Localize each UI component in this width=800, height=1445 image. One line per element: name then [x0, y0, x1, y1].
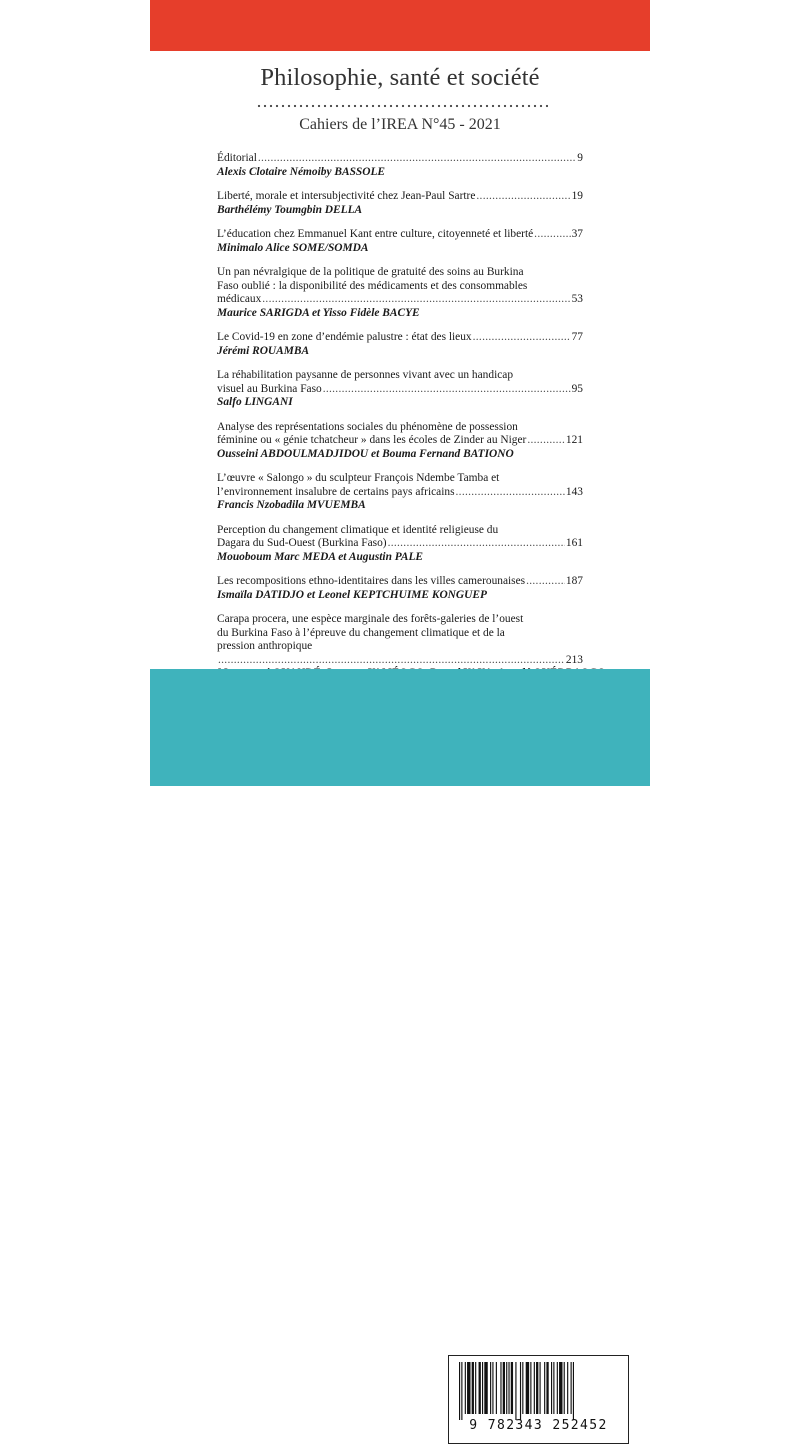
toc-entry-title-last-line: [217, 575, 583, 589]
toc-entry: [217, 472, 583, 513]
barcode-bar: [515, 1362, 516, 1420]
toc-dot-leader: [258, 152, 576, 166]
toc-entry-title: L’éducation chez Emmanuel Kant entre culture, citoyenneté et liberté: [217, 228, 534, 240]
toc-entry-title: féminine ou « génie tchatcheur » dans les écoles de Zinder au Niger: [217, 434, 527, 446]
toc-entry-title-last-line: [217, 383, 583, 397]
toc-entry: [217, 524, 583, 565]
barcode-bar: [530, 1362, 531, 1414]
toc-entry: [217, 266, 583, 320]
book-title: Philosophie, santé et société: [260, 64, 540, 91]
bottom-color-band: [150, 669, 650, 1444]
toc-dot-leader: [262, 293, 570, 307]
toc-entry-author: Ousseini ABDOULMADJIDOU et Bouma Fernand BATIONO: [217, 447, 514, 460]
toc-entry-title-line: Un pan névralgique de la politique de gratuité des soins au Burkina: [217, 266, 524, 278]
toc-entry-title-line: L’œuvre « Salongo » du sculpteur François Ndembe Tamba et: [217, 472, 500, 484]
toc-entry-author: Mouoboum Marc MEDA et Augustin PALE: [217, 550, 424, 563]
toc-page-number: 19: [571, 190, 583, 202]
book-back-cover: [150, 0, 650, 1444]
barcode-bar: [559, 1362, 562, 1414]
toc-entry-title-last-line: [217, 654, 583, 668]
toc-entry-title-last-line: [217, 537, 583, 551]
toc-page-number: 161: [565, 537, 583, 549]
toc-entry: [217, 228, 583, 255]
barcode-bar: [551, 1362, 552, 1414]
toc-entry-title: Liberté, morale et intersubjectivité chez Jean-Paul Sartre: [217, 190, 476, 202]
toc-page-number: 121: [565, 434, 583, 446]
toc-entry-title-line: La réhabilitation paysanne de personnes vivant avec un handicap: [217, 369, 514, 381]
toc-entry-title: Éditorial: [217, 152, 257, 164]
barcode-bar: [500, 1362, 501, 1414]
barcode-bar: [496, 1362, 497, 1414]
toc-page-number: 143: [565, 485, 583, 498]
toc-dot-leader: [534, 228, 570, 242]
barcode-bar: [571, 1362, 572, 1414]
toc-page-number: 77: [571, 331, 583, 343]
barcode-bar: [564, 1362, 565, 1414]
barcode-digits: 9 782343 252452: [469, 1418, 608, 1433]
toc-entry-title: Dagara du Sud-Ouest (Burkina Faso): [217, 537, 387, 549]
barcode-bar: [459, 1362, 460, 1420]
barcode-bar: [467, 1362, 470, 1414]
toc-dot-leader: [456, 486, 565, 500]
price-text: 25 €: [226, 1429, 249, 1444]
barcode-bar: [482, 1362, 483, 1414]
barcode-bar: [472, 1362, 474, 1414]
toc-dot-leader: [388, 537, 565, 551]
toc-entry-title-last-line: [217, 293, 583, 307]
toc-entry-title-line: Perception du changement climatique et identité religieuse du: [217, 523, 499, 536]
barcode-bar: [544, 1362, 545, 1414]
toc-entry-author: Jérémi ROUAMBA: [217, 344, 310, 357]
book-subtitle: Cahiers de l’IREA N°45 - 2021: [299, 116, 501, 133]
toc-entry-title: Les recompositions ethno-identitaires dans les villes camerounaises: [217, 575, 526, 587]
barcode-bar: [534, 1362, 535, 1414]
toc-entry-title: visuel au Burkina Faso: [217, 382, 322, 395]
barcode: [448, 1355, 629, 1444]
barcode-bar: [553, 1362, 554, 1414]
barcode-bar: [465, 1362, 466, 1414]
toc-dot-leader: [218, 654, 565, 668]
toc-entry-title-last-line: [217, 152, 583, 166]
barcode-bar: [522, 1362, 523, 1414]
barcode-bar: [461, 1362, 462, 1420]
toc-dot-leader: [527, 434, 565, 448]
toc-page-number: 213: [565, 653, 583, 666]
toc-page-number: 53: [571, 293, 583, 305]
toc-entry-title-last-line: [217, 331, 583, 345]
isbn-text: ISBN : 978-2-343-25245-2: [226, 1410, 352, 1422]
toc-entry-author: Minimalo Alice SOME/SOMDA: [217, 241, 369, 254]
toc-dot-leader: [323, 383, 571, 397]
barcode-bar: [520, 1362, 521, 1420]
toc-entry-author: Ismaïla DATIDJO et Leonel KEPTCHUIME KONGUEP: [217, 588, 487, 601]
toc-entry-title-line: du Burkina Faso à l’épreuve du changement climatique et de la: [217, 626, 505, 639]
toc-page-number: 95: [571, 382, 583, 395]
toc-dot-leader: [526, 575, 565, 589]
barcode-bar: [546, 1362, 548, 1414]
barcode-bar: [511, 1362, 513, 1414]
barcode-bar: [567, 1362, 568, 1414]
barcode-bar: [475, 1362, 476, 1414]
toc-entry-title-line: Analyse des représentations sociales du phénomène de possession: [217, 420, 518, 433]
toc-entry: [217, 575, 583, 602]
table-of-contents: [217, 152, 583, 705]
toc-page-number: 37: [571, 228, 583, 240]
barcode-bar: [557, 1362, 558, 1414]
barcode-bar: [479, 1362, 481, 1414]
toc-dot-leader: [473, 331, 571, 345]
toc-dot-leader: [476, 190, 570, 204]
barcode-bar: [492, 1362, 493, 1414]
toc-entry-title: médicaux: [217, 293, 262, 305]
barcode-bars: [459, 1362, 617, 1420]
barcode-bar: [540, 1362, 541, 1414]
toc-entry-title-last-line: [217, 486, 583, 500]
toc-entry-author: Francis Nzobadila MVUEMBA: [217, 499, 366, 511]
barcode-bar: [536, 1362, 538, 1414]
toc-entry-title: Le Covid-19 en zone d’endémie palustre : état des lieux: [217, 331, 472, 343]
toc-entry: [217, 421, 583, 462]
toc-entry-author: Barthélémy Toumgbin DELLA: [217, 203, 363, 216]
toc-entry-title-last-line: [217, 434, 583, 448]
barcode-bar: [506, 1362, 507, 1414]
toc-entry-author: Alexis Clotaire Némoiby BASSOLE: [217, 165, 386, 178]
barcode-bar: [526, 1362, 529, 1414]
toc-entry-author: Maurice SARIGDA et Yisso Fidèle BACYE: [217, 306, 420, 319]
barcode-bar: [503, 1362, 505, 1414]
toc-entry: [217, 369, 583, 410]
toc-entry: [217, 152, 583, 179]
toc-entry-title-line: Carapa procera, une espèce marginale des forêts-galeries de l’ouest: [217, 613, 524, 625]
toc-page-number: 9: [577, 152, 583, 164]
barcode-bar: [573, 1362, 574, 1420]
toc-entry-title: l’environnement insalubre de certains pays africains: [217, 485, 455, 498]
toc-entry-title-line: Faso oublié : la disponibilité des médicaments et des consommables: [217, 279, 528, 292]
toc-entry-title-last-line: [217, 228, 583, 242]
barcode-bar: [484, 1362, 487, 1414]
bottom-margin: [150, 786, 650, 800]
toc-entry: [217, 190, 583, 217]
toc-entry-author: Salfo LINGANI: [217, 396, 293, 408]
barcode-bar: [490, 1362, 491, 1414]
toc-entry-title-last-line: [217, 190, 583, 204]
toc-entry: [217, 331, 583, 358]
toc-page-number: 187: [565, 575, 583, 587]
barcode-bar: [508, 1362, 509, 1414]
toc-entry-title-line: pression anthropique: [217, 640, 313, 652]
top-color-band: [150, 0, 650, 51]
dotted-divider: [256, 104, 548, 108]
